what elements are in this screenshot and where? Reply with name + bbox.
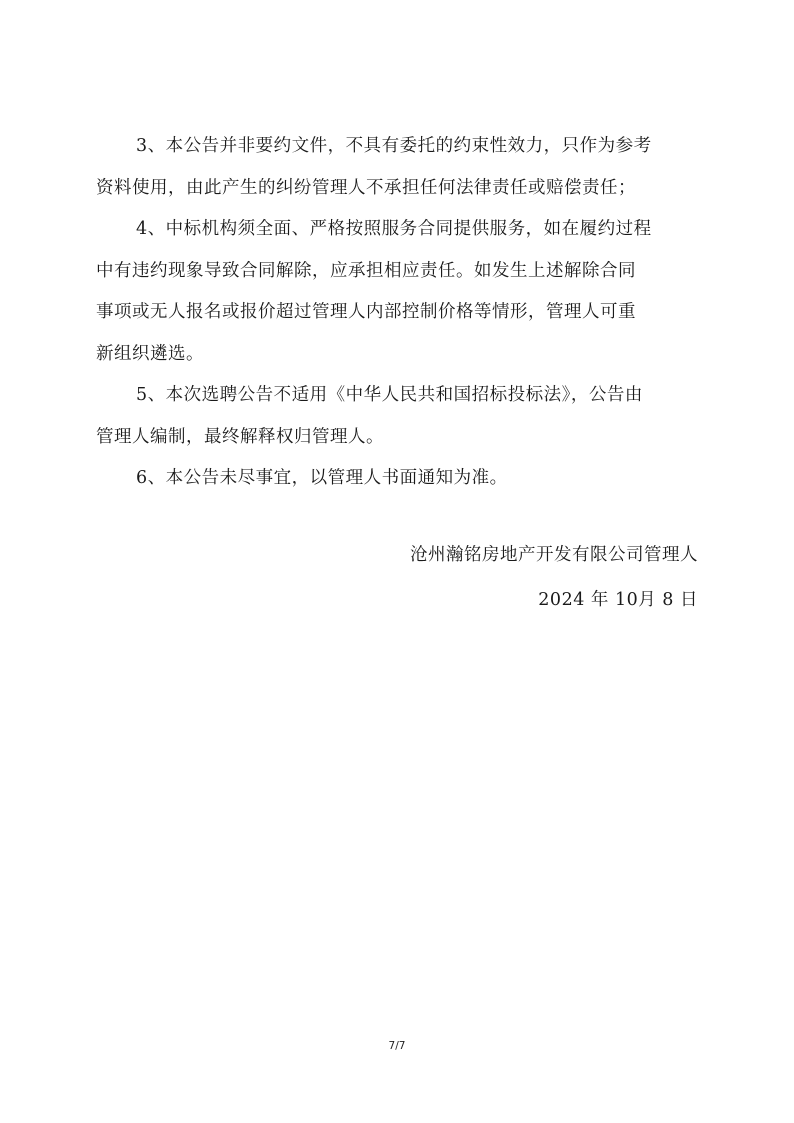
clause-5-line-1: 5、本次选聘公告不适用《中华人民共和国招标投标法》，公告由 bbox=[136, 385, 643, 405]
clause-5 bbox=[96, 375, 700, 458]
document-body bbox=[96, 126, 700, 500]
clause-5-line-2: 管理人编制，最终解释权归管理人。 bbox=[96, 426, 384, 447]
clause-4-line-2: 中有违约现象导致合同解除，应承担相应责任。如发生上述解除合同 bbox=[96, 260, 636, 281]
clause-6 bbox=[96, 458, 700, 500]
signature-date: 2024 年 10月 8 日 bbox=[538, 590, 698, 610]
clause-3 bbox=[96, 126, 700, 209]
signature-organization: 沧州瀚铭房地产开发有限公司管理人 bbox=[410, 545, 698, 565]
clause-6-line-1: 6、本公告未尽事宜，以管理人书面通知为准。 bbox=[136, 468, 508, 488]
clause-4 bbox=[96, 209, 700, 375]
clause-4-line-3: 事项或无人报名或报价超过管理人内部控制价格等情形，管理人可重 bbox=[96, 302, 636, 322]
clause-4-line-1: 4、中标机构须全面、严格按照服务合同提供服务，如在履约过程 bbox=[136, 219, 652, 239]
clause-3-line-2: 资料使用，由此产生的纠纷管理人不承担任何法律责任或赔偿责任； bbox=[96, 177, 636, 198]
clause-3-line-1: 3、本公告并非要约文件，不具有委托的约束性效力，只作为参考 bbox=[136, 136, 652, 156]
page-number: 7/7 bbox=[388, 1040, 406, 1052]
signature-block bbox=[410, 533, 698, 623]
clause-4-line-4: 新组织遴选。 bbox=[96, 343, 204, 364]
